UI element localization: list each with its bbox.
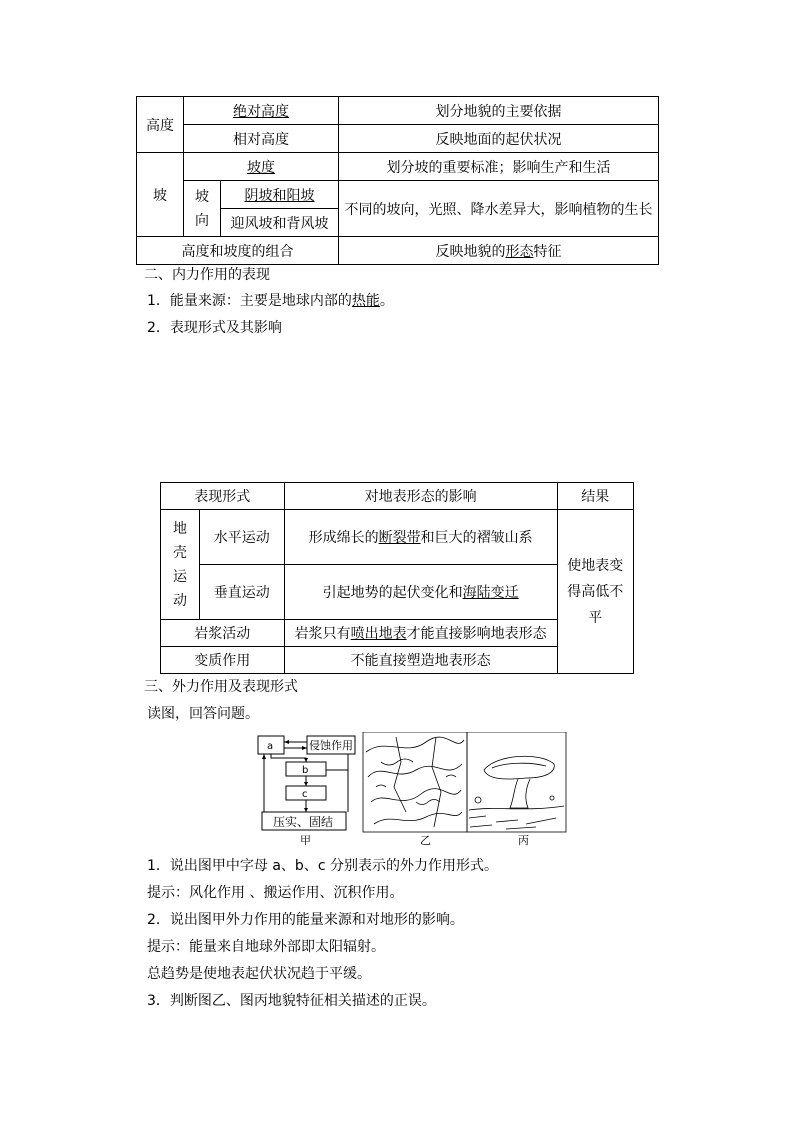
aspect-desc: 不同的坡向，光照、降水差异大，影响植物的生长 xyxy=(339,181,659,237)
question-2: 2．说出图甲外力作用的能量来源和对地形的影响。 xyxy=(147,912,464,928)
box-compact-label: 压实、固结 xyxy=(273,815,334,829)
paragraph-2: 2．表现形式及其影响 xyxy=(147,320,282,336)
vertical-movement: 垂直运动 xyxy=(200,565,285,620)
crust-movement-label: 地 壳 运 动 xyxy=(161,510,200,620)
box-a-label: a xyxy=(267,741,274,752)
caption-bing: 丙 xyxy=(518,834,529,847)
vertical-effect: 引起地势的起伏变化和海陆变迁 xyxy=(284,565,557,620)
horizontal-movement: 水平运动 xyxy=(200,510,285,565)
header-result: 结果 xyxy=(557,483,633,510)
rel-height-desc: 反映地面的起伏状况 xyxy=(339,125,659,153)
abs-height-desc: 划分地貌的主要依据 xyxy=(339,97,659,125)
figure-bing-sketch xyxy=(467,732,566,832)
caption-yi: 乙 xyxy=(420,834,431,847)
aspect-label: 坡 向 xyxy=(184,181,221,237)
grade-cell: 坡度 xyxy=(184,153,339,181)
section-3-heading: 三、外力作用及表现形式 xyxy=(144,679,298,695)
wind-lee-cell: 迎风坡和背风坡 xyxy=(221,209,339,237)
rel-height-cell: 相对高度 xyxy=(184,125,339,153)
result-cell: 使地表变得高低不平 xyxy=(557,510,633,674)
caption-jia: 甲 xyxy=(300,834,311,847)
answer-2-continued: 总趋势是使地表起伏状况趋于平缓。 xyxy=(147,966,371,982)
magma-effect: 岩浆只有喷出地表才能直接影响地表形态 xyxy=(284,620,557,647)
box-c-label: c xyxy=(302,789,308,800)
answer-2: 提示：能量来自地球外部即太阳辐射。 xyxy=(147,939,385,955)
horizontal-effect: 形成绵长的断裂带和巨大的褶皱山系 xyxy=(284,510,557,565)
external-force-figure xyxy=(256,732,568,848)
abs-height-cell: 绝对高度 xyxy=(184,97,339,125)
question-3: 3．判断图乙、图丙地貌特征相关描述的正误。 xyxy=(147,993,436,1009)
metamorphism: 变质作用 xyxy=(161,647,285,674)
header-form: 表现形式 xyxy=(161,483,285,510)
combo-desc: 反映地貌的形态特征 xyxy=(339,237,659,265)
shade-sun-cell: 阴坡和阳坡 xyxy=(221,181,339,209)
figure-yi-sketch xyxy=(363,732,467,832)
metamorphism-effect: 不能直接塑造地表形态 xyxy=(284,647,557,674)
section-2-heading: 二、内力作用的表现 xyxy=(144,267,270,283)
question-1: 1．说出图甲中字母 a、b、c 分别表示的外力作用形式。 xyxy=(147,858,498,874)
grade-desc: 划分坡的重要标准；影响生产和生活 xyxy=(339,153,659,181)
answer-1: 提示：风化作用 、搬运作用、沉积作用。 xyxy=(147,885,404,901)
height-label: 高度 xyxy=(137,97,184,153)
paragraph-1: 1．能量来源：主要是地球内部的热能。 xyxy=(147,293,394,309)
magma-activity: 岩浆活动 xyxy=(161,620,285,647)
landform-table xyxy=(136,96,659,265)
box-b-label: b xyxy=(302,765,309,776)
slope-label: 坡 xyxy=(137,153,184,237)
combo-cell: 高度和坡度的组合 xyxy=(137,237,339,265)
header-effect: 对地表形态的影响 xyxy=(284,483,557,510)
internal-force-table xyxy=(160,482,634,674)
box-erosion-label: 侵蚀作用 xyxy=(309,739,353,752)
read-figure-instruction: 读图，回答问题。 xyxy=(147,706,259,722)
